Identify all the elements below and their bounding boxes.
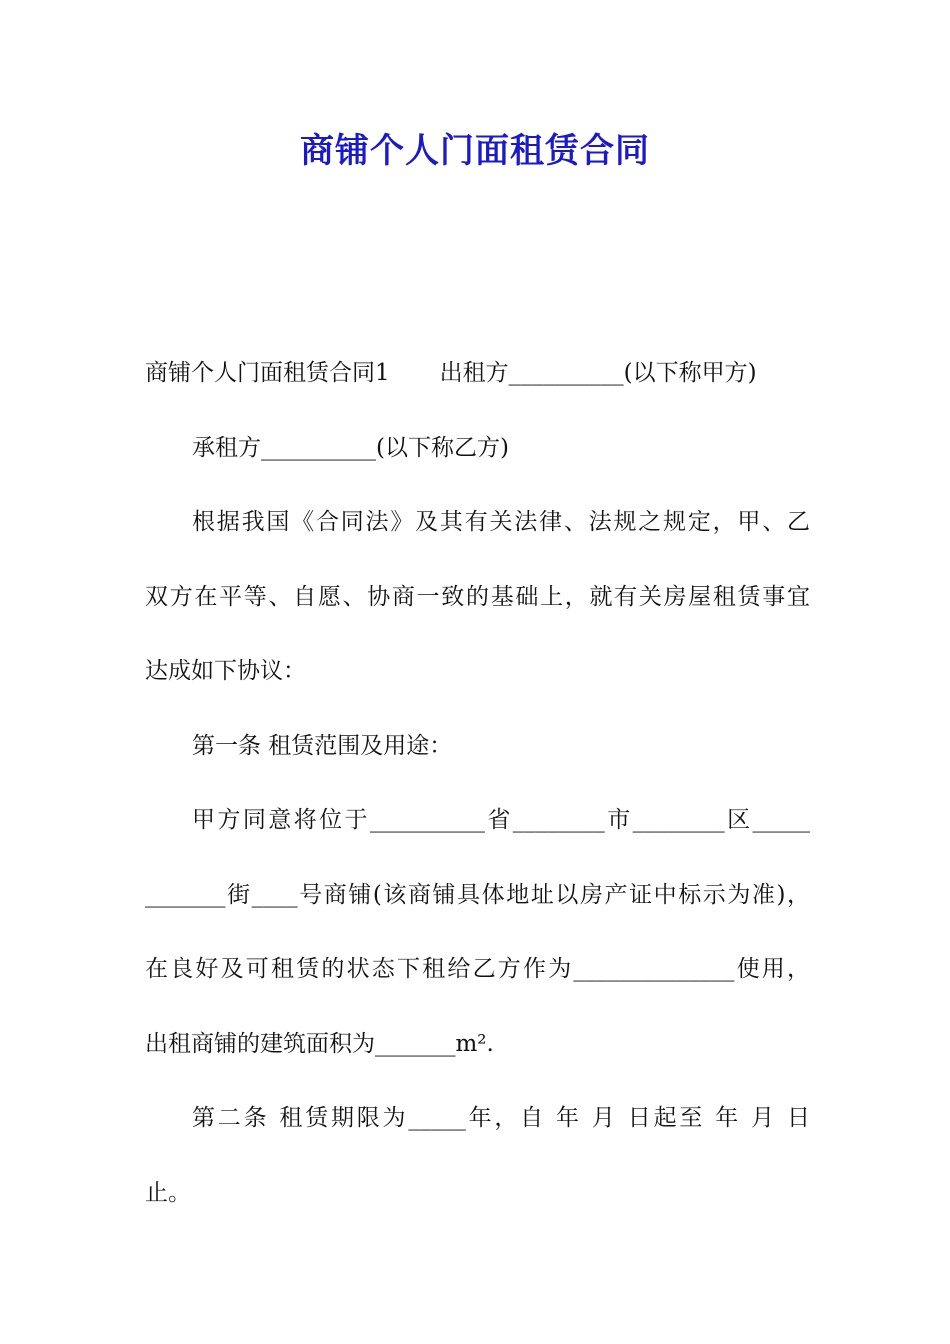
article-one-heading: 第一条 租赁范围及用途：: [192, 732, 453, 759]
paragraph-line: 根据我国《合同法》及其有关法律、法规之规定，甲、乙: [192, 509, 810, 535]
paragraph-line: _______街____号商铺(该商铺具体地址以房产证中标示为准)，: [145, 881, 810, 908]
paragraph-line: 在良好及可租赁的状态下租给乙方作为______________使用，: [145, 956, 810, 982]
document-title: 商铺个人门面租赁合同: [300, 131, 650, 171]
lessee-field: 承租方__________(以下称乙方): [192, 434, 509, 461]
paragraph-line: 达成如下协议：: [145, 658, 306, 684]
paragraph-line: 止。: [145, 1179, 191, 1206]
contract-heading-inline: 商铺个人门面租赁合同1: [145, 360, 390, 386]
paragraph-line: 出租商铺的建筑面积为_______m².: [145, 1030, 494, 1057]
contract-body: [145, 336, 810, 1230]
paragraph-line-intro: [145, 336, 810, 411]
lessor-field: 出租方__________(以下称甲方): [439, 360, 757, 386]
paragraph-line: 双方在平等、自愿、协商一致的基础上，就有关房屋租赁事宜: [145, 583, 810, 610]
article-two-line: 第二条 租赁期限为_____年，自 年 月 日起至 年 月 日: [192, 1105, 810, 1131]
paragraph-line: 甲方同意将位于__________省________市________区_____: [192, 807, 810, 833]
